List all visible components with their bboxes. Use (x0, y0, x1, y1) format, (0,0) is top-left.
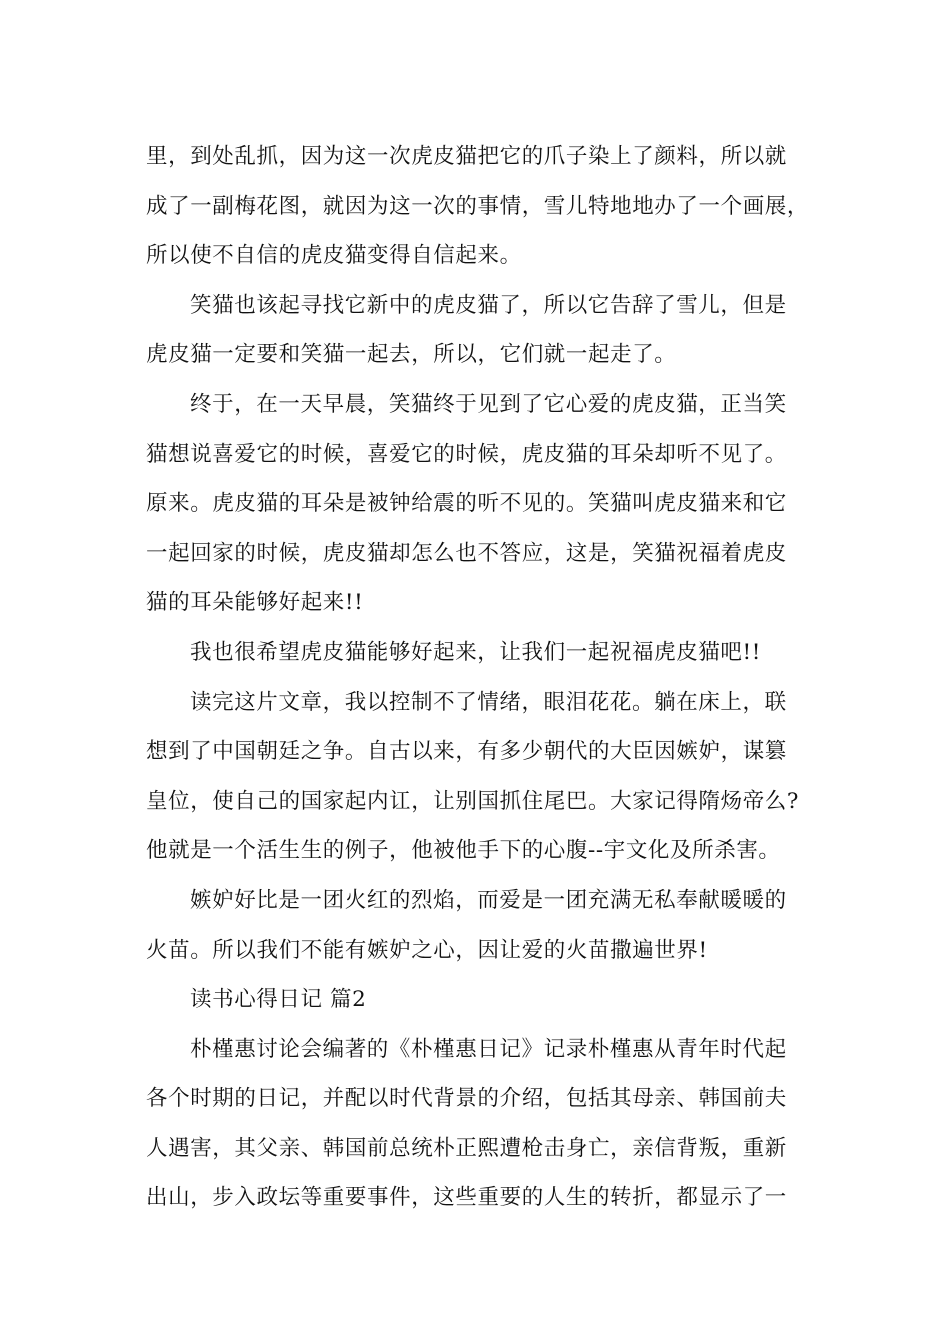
text-line: 原来。虎皮猫的耳朵是被钟给震的听不见的。笑猫叫虎皮猫来和它 (146, 491, 787, 517)
text-line: 火苗。所以我们不能有嫉妒之心，因让爱的火苗撒遍世界! (146, 937, 708, 963)
text-line: 笑猫也该起寻找它新中的虎皮猫了，所以它告辞了雪儿，但是 (190, 292, 787, 318)
text-line: 他就是一个活生生的例子，他被他手下的心腹--宇文化及所杀害。 (146, 838, 781, 864)
text-line: 里，到处乱抓，因为这一次虎皮猫把它的爪子染上了颜料，所以就 (146, 144, 787, 169)
text-line: 嫉妒好比是一团火红的烈焰，而爱是一团充满无私奉献暖暖的 (190, 887, 787, 913)
text-line: 猫想说喜爱它的时候，喜爱它的时候，虎皮猫的耳朵却听不见了。 (146, 441, 787, 467)
text-line: 皇位，使自己的国家起内讧，让别国抓住尾巴。大家记得隋炀帝么? (146, 788, 800, 814)
text-line: 一起回家的时候，虎皮猫却怎么也不答应，这是，笑猫祝福着虎皮 (146, 540, 787, 566)
text-line: 猫的耳朵能够好起来!! (146, 590, 364, 616)
text-line: 读完这片文章，我以控制不了情绪，眼泪花花。躺在床上，联 (190, 689, 787, 715)
text-line: 所以使不自信的虎皮猫变得自信起来。 (146, 243, 522, 269)
document-body (146, 132, 816, 1223)
text-line: 想到了中国朝廷之争。自古以来，有多少朝代的大臣因嫉妒，谋篡 (146, 739, 787, 765)
text-line: 各个时期的日记，并配以时代背景的介绍，包括其母亲、韩国前夫 (146, 1086, 787, 1112)
text-line: 人遇害，其父亲、韩国前总统朴正熙遭枪击身亡，亲信背叛，重新 (146, 1135, 787, 1161)
text-line: 成了一副梅花图，就因为这一次的事情，雪儿特地地办了一个画展， (146, 193, 810, 219)
text-line: 终于，在一天早晨，笑猫终于见到了它心爱的虎皮猫，正当笑 (190, 391, 787, 417)
text-line: 我也很希望虎皮猫能够好起来，让我们一起祝福虎皮猫吧!! (190, 639, 761, 665)
text-line: 虎皮猫一定要和笑猫一起去，所以，它们就一起走了。 (146, 342, 677, 368)
text-line: 出山，步入政坛等重要事件，这些重要的人生的转折，都显示了一 (146, 1185, 787, 1211)
section-heading: 读书心得日记 篇2 (190, 987, 367, 1013)
text-line: 朴槿惠讨论会编著的《朴槿惠日记》记录朴槿惠从青年时代起 (190, 1036, 787, 1062)
